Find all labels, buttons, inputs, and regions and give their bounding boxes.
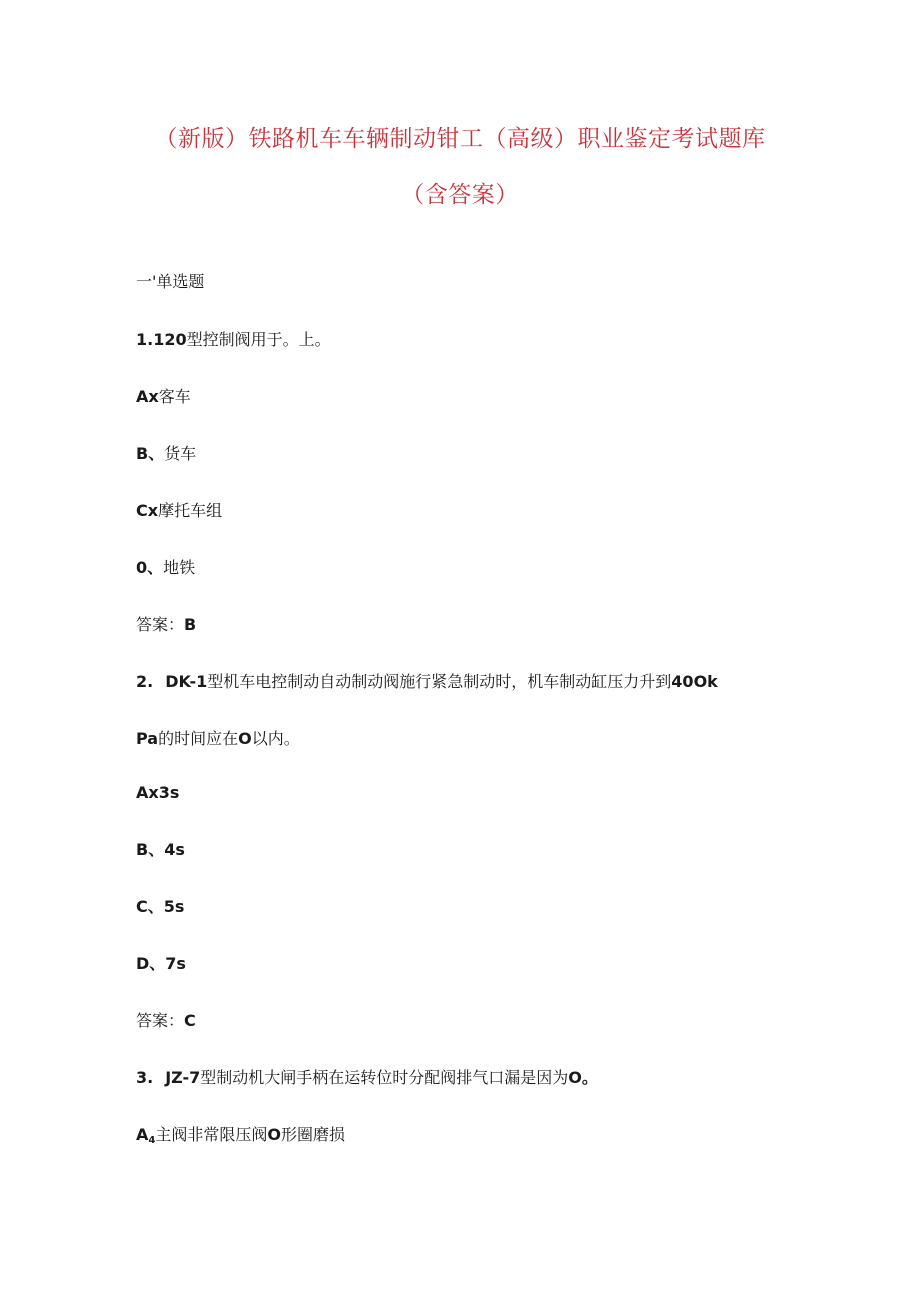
question-1-option-a (136, 387, 191, 407)
answer-value: B (184, 615, 197, 634)
answer-prefix: 答案： (136, 615, 185, 634)
question-2-text-3: 以内。 (251, 729, 300, 748)
question-2-blank: O (238, 729, 252, 748)
question-2-code: DK-1 (165, 672, 208, 691)
question-2-option-a (136, 783, 179, 803)
option-label: 0、 (136, 558, 164, 577)
option-text: 3s (158, 783, 180, 802)
option-text-1: 主阀非常限压阀 (155, 1125, 268, 1144)
option-text: 4s (164, 840, 185, 859)
question-3-end: 。 (581, 1068, 598, 1087)
question-3-number: 3. (136, 1068, 154, 1087)
answer-prefix: 答案： (136, 1011, 185, 1030)
question-2-stem (136, 672, 718, 692)
question-1-option-b (136, 444, 196, 464)
question-2-stem-cont (136, 729, 300, 749)
question-2-unit: Pa (136, 729, 159, 748)
question-3-blank: O (568, 1068, 582, 1087)
question-1-option-c (136, 501, 222, 521)
question-1-answer (136, 615, 196, 635)
option-text: 摩托车组 (158, 501, 223, 520)
document-title-line-2: （含答案） (401, 182, 519, 208)
question-2-text: 型机车电控制动自动制动阀施行紧急制动时，机车制动缸压力升到 (207, 672, 672, 691)
option-text: 5s (163, 897, 185, 916)
question-1-option-d (136, 558, 195, 578)
option-text: 7s (165, 954, 186, 973)
question-3-stem (136, 1068, 598, 1088)
question-3-text: 型制动机大闸手柄在运转位时分配阀排气口漏是因为 (200, 1068, 569, 1087)
option-label: Ax (136, 783, 159, 802)
question-2-number: 2. (136, 672, 154, 691)
option-label: Cx (136, 501, 159, 520)
option-label: C、 (136, 897, 164, 916)
option-text-2: 形圈磨损 (280, 1125, 345, 1144)
option-label: B、 (136, 840, 165, 859)
option-label: B、 (136, 444, 165, 463)
question-2-text-2: 的时间应在 (158, 729, 239, 748)
question-2-value: 40Ok (671, 672, 718, 691)
question-1-number: 1.120 (136, 330, 187, 349)
option-text: 地铁 (163, 558, 196, 577)
option-text: 货车 (164, 444, 197, 463)
document-title-line-1: （新版）铁路机车车辆制动钳工（高级）职业鉴定考试题库 (154, 126, 766, 152)
option-label: Ax (136, 387, 159, 406)
question-1-stem (136, 330, 331, 350)
option-label: A (136, 1125, 149, 1144)
section-heading: 一'单选题 (136, 272, 205, 291)
question-3-option-a (136, 1125, 345, 1151)
question-3-code: JZ-7 (165, 1068, 201, 1087)
question-2-answer (136, 1011, 196, 1031)
answer-value: C (184, 1011, 196, 1030)
option-o: O (267, 1125, 281, 1144)
option-label: D、 (136, 954, 166, 973)
question-2-option-d (136, 954, 186, 974)
question-2-option-b (136, 840, 185, 860)
option-text: 客车 (158, 387, 191, 406)
question-1-text: 型控制阀用于。上。 (186, 330, 331, 349)
option-label-sub: 4 (148, 1135, 156, 1146)
question-2-option-c (136, 897, 184, 917)
